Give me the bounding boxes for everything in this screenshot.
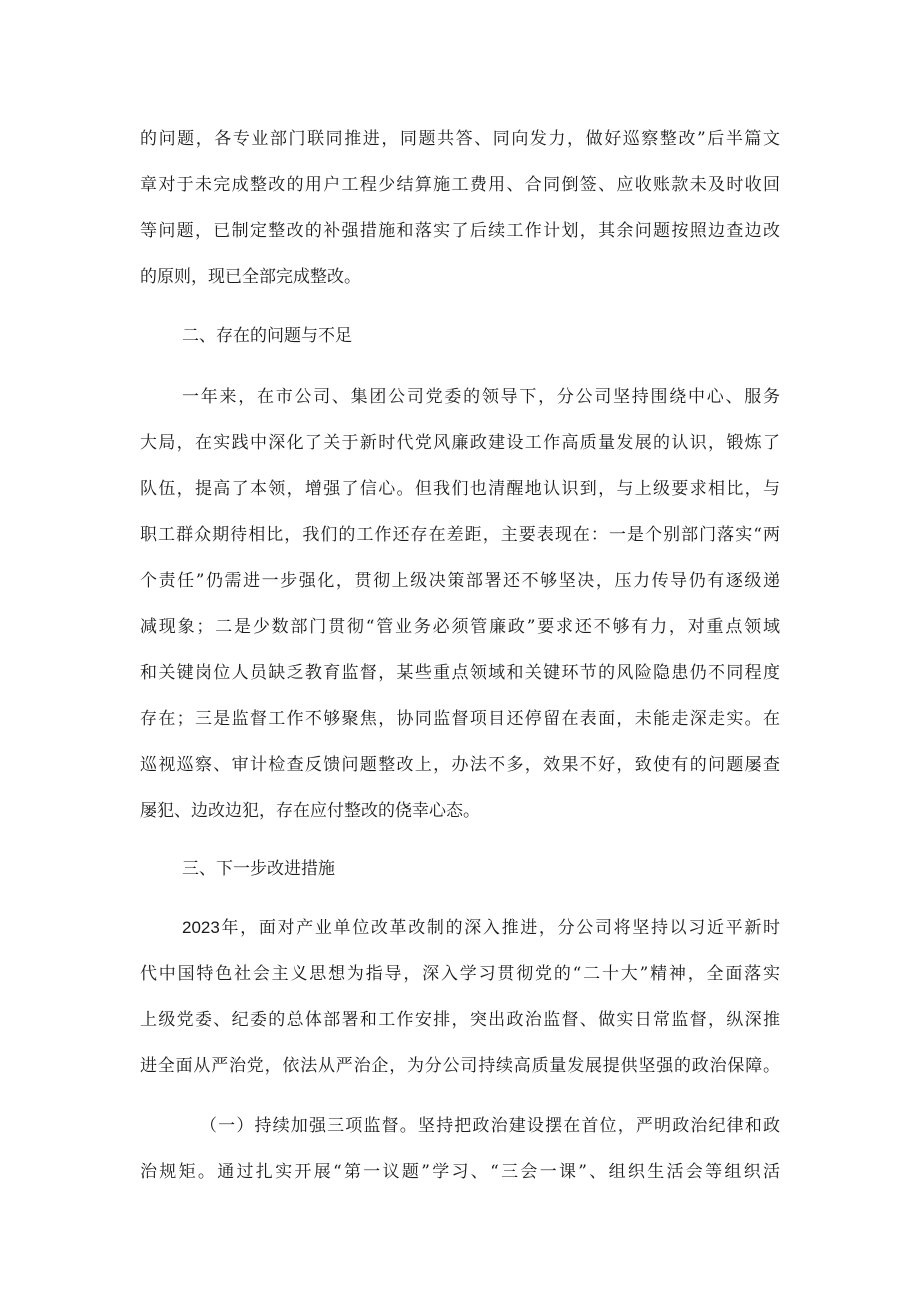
paragraph-1-line-4: 的原则，现已全部完成整改。 xyxy=(140,267,361,287)
paragraph-3-line-3: 上级党委、纪委的总体部署和工作安排，突出政治监督、做实日常监督，纵深推 xyxy=(140,1010,780,1030)
year-number: 2023 xyxy=(182,918,220,937)
paragraph-2-line-2: 大局，在实践中深化了关于新时代党风廉政建设工作高质量发展的认识，锻炼了 xyxy=(140,433,780,453)
paragraph-4-line-1: （一）持续加强三项监督。坚持把政治建设摆在首位，严明政治纪律和政 xyxy=(200,1116,780,1136)
paragraph-1-line-3: 等问题，已制定整改的补强措施和落实了后续工作计划，其余问题按照边查边改 xyxy=(140,221,780,241)
paragraph-2-line-6: 减现象；二是少数部门贯彻“管业务必须管廉政”要求还不够有力，对重点领域 xyxy=(140,617,780,637)
paragraph-2-line-9: 巡视巡察、审计检查反馈问题整改上，办法不多，效果不好，致使有的问题屡查 xyxy=(140,755,780,775)
paragraph-3-line-1-text: 年，面对产业单位改革改制的深入推进，分公司将坚持以习近平新时 xyxy=(219,918,780,938)
paragraph-2-line-1: 一年来，在市公司、集团公司党委的领导下，分公司坚持围绕中心、服务 xyxy=(182,387,780,407)
paragraph-2-line-7: 和关键岗位人员缺乏教育监督，某些重点领域和关键环节的风险隐患仍不同程度 xyxy=(140,663,780,683)
paragraph-1-line-1: 的问题，各专业部门联同推进，同题共答、同向发力，做好巡察整改”后半篇文 xyxy=(140,129,780,149)
paragraph-2-line-4: 职工群众期待相比，我们的工作还存在差距，主要表现在：一是个别部门落实“两 xyxy=(140,525,780,545)
section-heading-2: 二、存在的问题与不足 xyxy=(182,326,352,346)
paragraph-4-line-2: 治规矩。通过扎实开展“第一议题”学习、“三会一课”、组织生活会等组织活 xyxy=(140,1162,780,1182)
section-heading-3: 三、下一步改进措施 xyxy=(182,859,335,879)
paragraph-3-line-2: 代中国特色社会主义思想为指导，深入学习贯彻党的“二十大”精神，全面落实 xyxy=(140,964,780,984)
paragraph-2-line-10: 屡犯、边改边犯，存在应付整改的侥幸心态。 xyxy=(140,801,480,821)
paragraph-2-line-5: 个责任”仍需进一步强化，贯彻上级决策部署还不够坚决，压力传导仍有逐级递 xyxy=(140,571,780,591)
paragraph-3-line-1 xyxy=(182,906,780,950)
paragraph-3-line-4: 进全面从严治党，依法从严治企，为分公司持续高质量发展提供坚强的政治保障。 xyxy=(140,1056,780,1076)
paragraph-2-line-3: 队伍，提高了本领，增强了信心。但我们也清醒地认识到，与上级要求相比，与 xyxy=(140,479,780,499)
paragraph-1-line-2: 章对于未完成整改的用户工程少结算施工费用、合同倒签、应收账款未及时收回 xyxy=(140,175,780,195)
paragraph-2-line-8: 存在；三是监督工作不够聚焦，协同监督项目还停留在表面，未能走深走实。在 xyxy=(140,709,780,729)
